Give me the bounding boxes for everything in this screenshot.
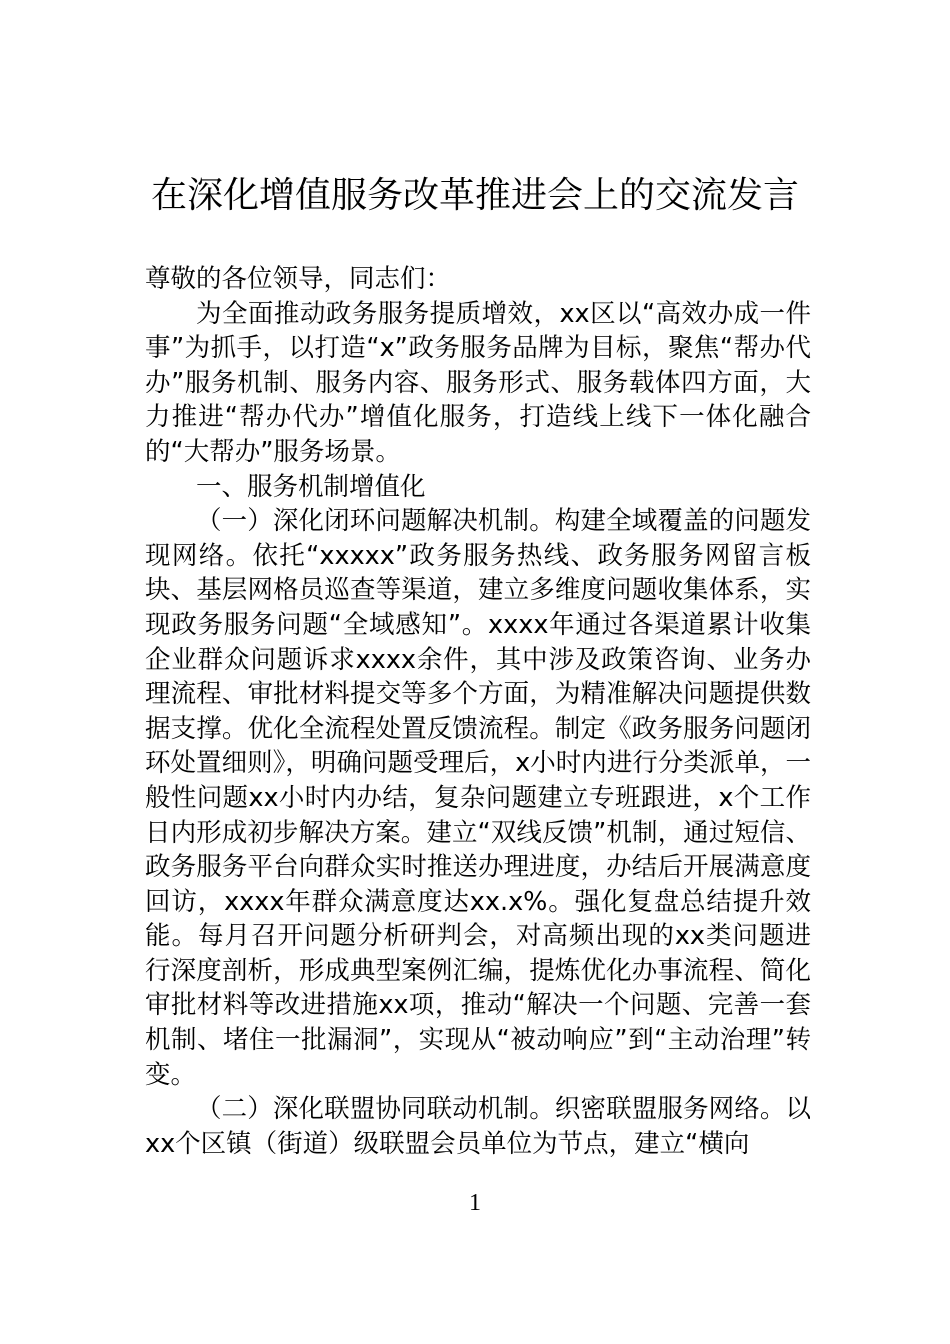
subsection-paragraph-2: （二）深化联盟协同联动机制。织密联盟服务网络。以xx个区镇（街道）级联盟会员单位为节点，建立“横向 (145, 1094, 811, 1159)
subsection-paragraph-1: （一）深化闭环问题解决机制。构建全域覆盖的问题发现网络。依托“xxxxx”政务服务热线、政务服务网留言板块、基层网格员巡查等渠道，建立多维度问题收集体系，实现政务服务问题“全域感知”。xxxx年通过各渠道累计收集企业群众问题诉求xxxx余件，其中涉及政策咨询、业务办理流程、审批材料提交等多个方面，为精准解决问题提供数据支撑。优化全流程处置反馈流程。制定《政务服务问题闭环处置细则》，明确问题受理后，x小时内进行分类派单，一般性问题xx小时内办结，复杂问题建立专班跟进，x个工作日内形成初步解决方案。建立“双线反馈”机制，通过短信、政务服务平台向群众实时推送办理进度，办结后开展满意度回访，xxxx年群众满意度达xx.x%。强化复盘总结提升效能。每月召开问题分析研判会，对高频出现的xx类问题进行深度剖析，形成典型案例汇编，提炼优化办事流程、简化审批材料等改进措施xx项，推动“解决一个问题、完善一套机制、堵住一批漏洞”，实现从“被动响应”到“主动治理”转变。 (145, 506, 811, 1090)
page-number: 1 (469, 1190, 481, 1216)
document-title: 在深化增值服务改革推进会上的交流发言 (150, 175, 799, 216)
salutation: 尊敬的各位领导，同志们： (145, 264, 452, 294)
intro-paragraph: 为全面推动政务服务提质增效，xx区以“高效办成一件事”为抓手，以打造“x”政务服务品牌为目标，聚焦“帮办代办”服务机制、服务内容、服务形式、服务载体四方面，大力推进“帮办代办”增值化服务，打造线上线下一体化融合的“大帮办”服务场景。 (145, 298, 811, 467)
section-heading-1: 一、服务机制增值化 (196, 471, 426, 502)
document-body (145, 262, 811, 1161)
